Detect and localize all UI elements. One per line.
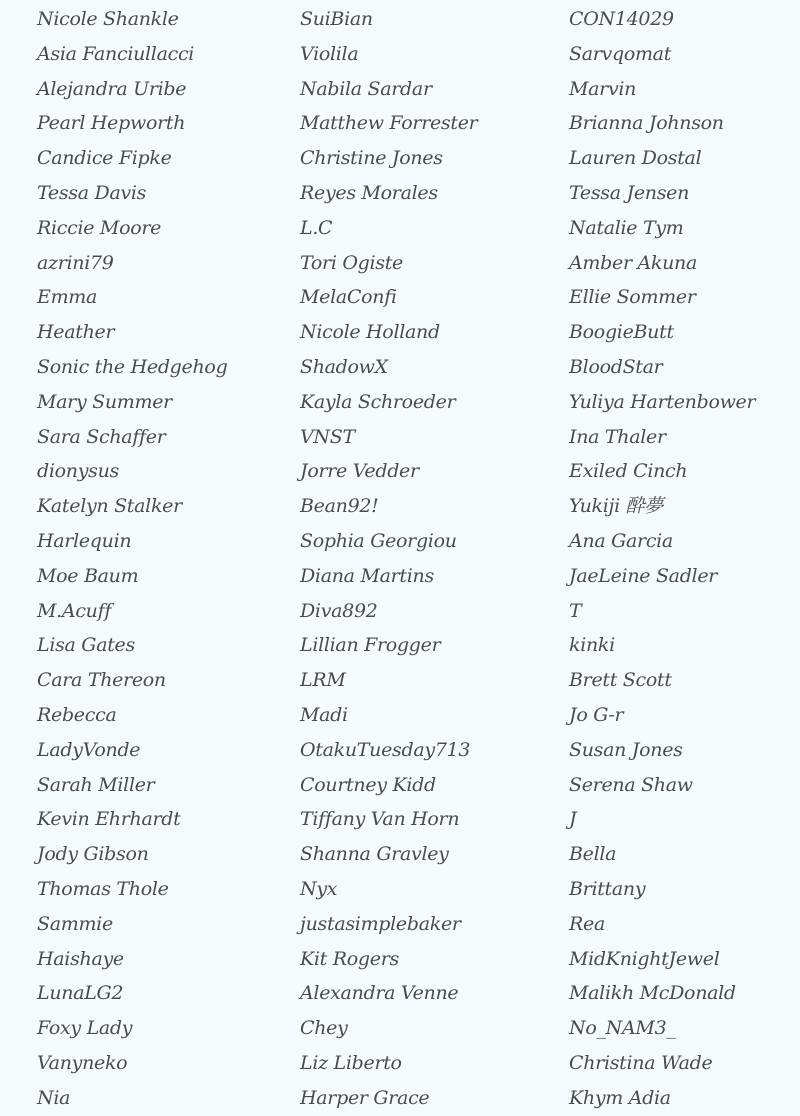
list-item: Nicole Holland (300, 321, 440, 344)
list-item: Marvin (569, 77, 637, 100)
list-item: Kevin Ehrhardt (37, 808, 181, 831)
list-item: OtakuTuesday713 (300, 738, 471, 761)
list-item: Cara Thereon (37, 669, 166, 692)
list-item: Harlequin (37, 530, 132, 552)
list-item: Haishaye (37, 947, 124, 970)
list-item: LunaLG2 (37, 982, 124, 1005)
list-item: Katelyn Stalker (37, 495, 182, 518)
list-item: Yuliya Hartenbower (569, 390, 756, 413)
list-item: Kayla Schroeder (300, 390, 456, 413)
list-item: Tori Ogiste (300, 251, 403, 274)
list-item: Yukiji 酔夢 (569, 495, 664, 518)
list-item: Sarvqomat (569, 42, 672, 65)
list-item: Bean92! (300, 495, 379, 518)
list-item: Mary Summer (37, 390, 172, 413)
list-item: Alexandra Venne (300, 982, 459, 1005)
list-item: MelaConfi (300, 286, 397, 309)
list-item: Brittany (569, 878, 646, 900)
list-item: L.C (300, 216, 333, 239)
list-item: Susan Jones (569, 738, 683, 761)
list-item: J (569, 808, 577, 831)
list-item: Nia (37, 1086, 71, 1109)
list-item: Christina Wade (569, 1052, 713, 1074)
list-item: Serena Shaw (569, 773, 693, 796)
list-item: Diva892 (300, 599, 378, 622)
list-item: Amber Akuna (569, 251, 698, 274)
list-item: SuiBian (300, 8, 373, 30)
list-item: Heather (37, 321, 115, 344)
list-item: Riccie Moore (37, 216, 162, 239)
list-item: Violila (300, 42, 359, 65)
list-item: LadyVonde (37, 738, 141, 761)
list-item: Nabila Sardar (300, 77, 432, 100)
list-item: CON14029 (569, 8, 674, 30)
list-item: LRM (300, 669, 346, 692)
list-item: Ana Garcia (569, 530, 673, 552)
list-item: Exiled Cinch (569, 460, 688, 483)
list-item: Matthew Forrester (300, 112, 478, 135)
list-item: Khym Adia (569, 1086, 671, 1109)
list-item: MidKnightJewel (569, 947, 720, 970)
list-item: Sara Schaffer (37, 425, 166, 448)
list-item: Lillian Frogger (300, 634, 441, 657)
list-item: Chey (300, 1017, 348, 1040)
list-item: Natalie Tym (569, 216, 684, 239)
list-item: Tessa Jensen (569, 182, 690, 204)
list-item: BloodStar (569, 356, 663, 378)
list-item: Malikh McDonald (569, 982, 736, 1005)
list-item: Brianna Johnson (569, 112, 724, 135)
list-item: Courtney Kidd (300, 773, 436, 796)
list-item: M.Acuff (37, 599, 112, 622)
list-item: Ellie Sommer (569, 286, 696, 309)
list-item: dionysus (37, 460, 119, 483)
list-item: Madi (300, 704, 348, 726)
list-item: Pearl Hepworth (37, 112, 186, 135)
list-item: justasimplebaker (300, 912, 461, 935)
list-item: Reyes Morales (300, 182, 438, 204)
list-item: Lauren Dostal (569, 147, 702, 170)
list-item: Candice Fipke (37, 147, 172, 170)
list-item: Moe Baum (37, 564, 139, 587)
list-item: Brett Scott (569, 669, 672, 692)
list-item: ShadowX (300, 356, 388, 378)
list-item: kinki (569, 634, 615, 657)
list-item: Sammie (37, 912, 113, 935)
list-item: Vanyneko (37, 1052, 128, 1074)
list-item: Christine Jones (300, 147, 443, 170)
list-item: Tessa Davis (37, 182, 147, 204)
list-item: Jo G-r (569, 704, 624, 726)
list-item: No_NAM3_ (569, 1017, 676, 1040)
list-item: Thomas Thole (37, 878, 169, 900)
list-item: Kit Rogers (300, 947, 399, 970)
list-item: Jorre Vedder (300, 460, 419, 483)
list-item: Asia Fanciullacci (37, 42, 195, 65)
list-item: VNST (300, 425, 355, 448)
list-item: Nyx (300, 878, 338, 900)
list-item: Rebecca (37, 704, 117, 726)
list-item: Jody Gibson (37, 843, 149, 866)
list-item: Sophia Georgiou (300, 530, 457, 552)
list-item: Ina Thaler (569, 425, 666, 448)
list-item: Shanna Gravley (300, 843, 449, 866)
list-item: Lisa Gates (37, 634, 135, 657)
list-item: Harper Grace (300, 1086, 430, 1109)
list-item: JaeLeine Sadler (569, 564, 718, 587)
list-item: Diana Martins (300, 564, 434, 587)
list-item: Tiffany Van Horn (300, 808, 460, 831)
list-item: Bella (569, 843, 617, 866)
list-item: Alejandra Uribe (37, 77, 187, 100)
list-item: Nicole Shankle (37, 8, 179, 30)
list-item: T (569, 599, 582, 622)
list-item: Foxy Lady (37, 1017, 133, 1040)
list-item: Rea (569, 912, 605, 935)
list-item: Sonic the Hedgehog (37, 356, 228, 378)
list-item: Emma (37, 286, 98, 309)
list-item: azrini79 (37, 251, 114, 274)
list-item: BoogieButt (569, 321, 674, 344)
list-item: Liz Liberto (300, 1052, 402, 1074)
list-item: Sarah Miller (37, 773, 155, 796)
